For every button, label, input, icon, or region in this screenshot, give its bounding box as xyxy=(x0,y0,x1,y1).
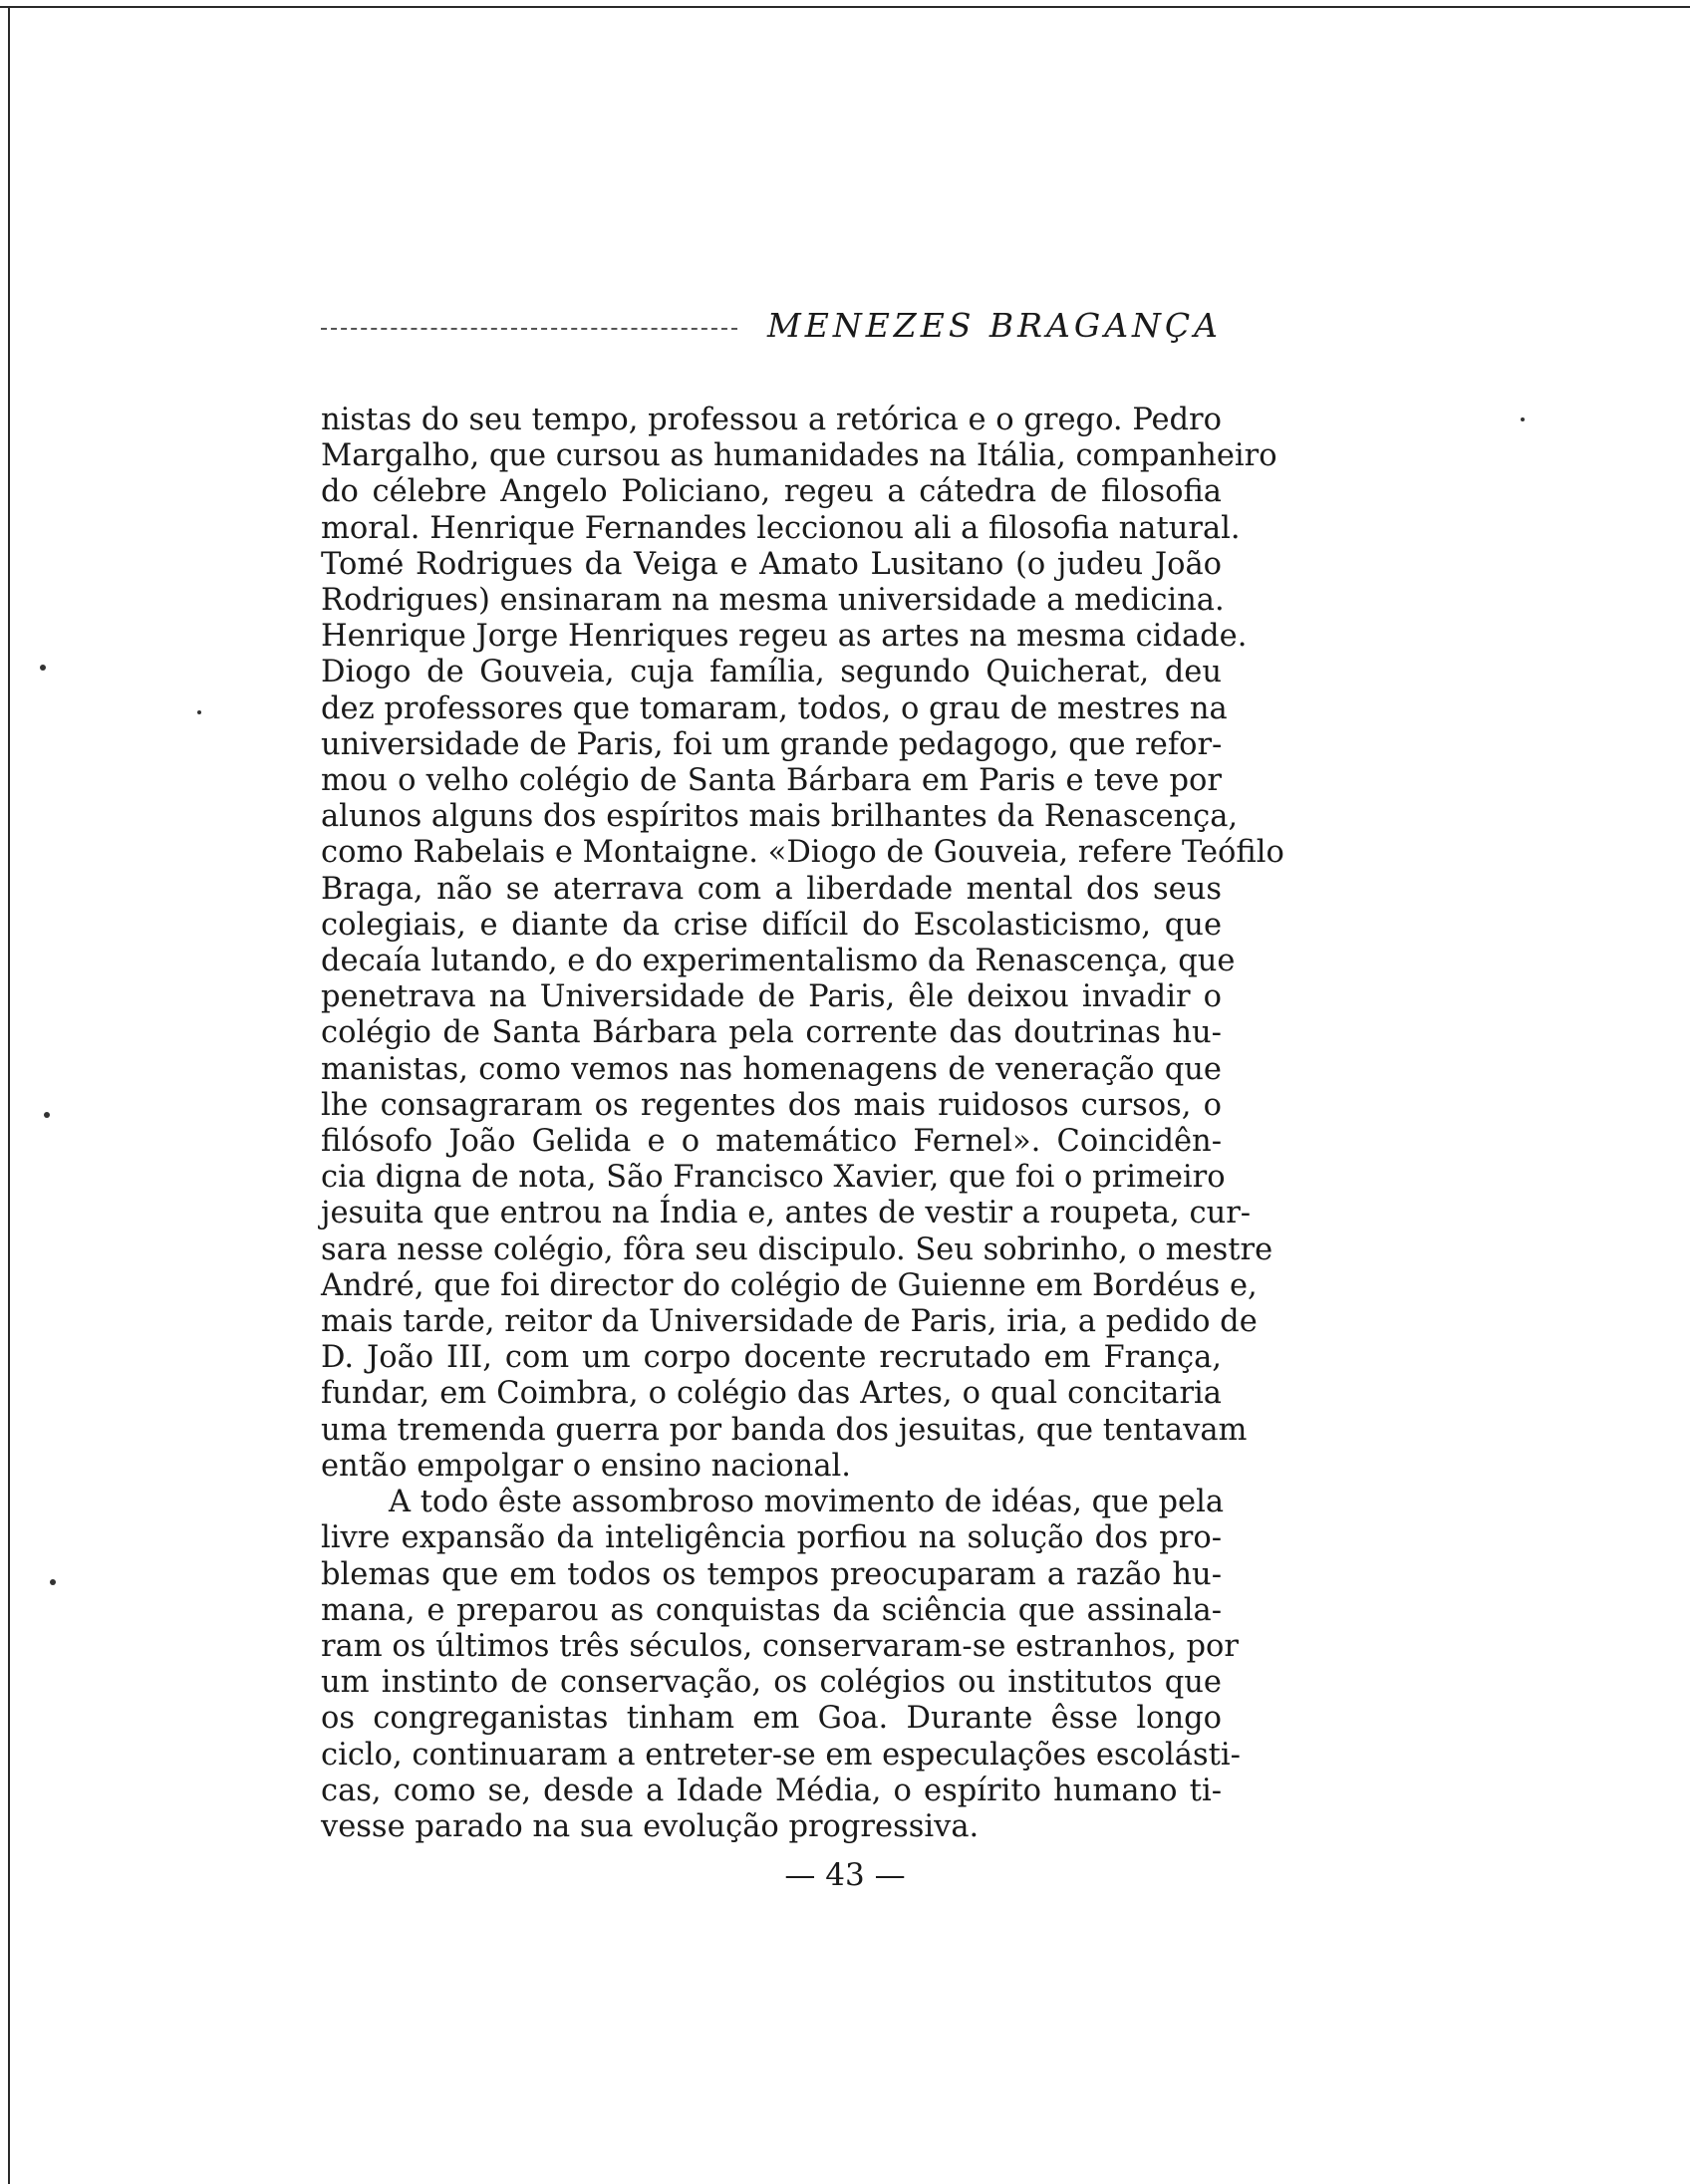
text-line: os congreganistas tinham em Goa. Durante êsse longo xyxy=(321,1701,1222,1737)
text-line: lhe consagraram os regentes dos mais ruidosos cursos, o xyxy=(321,1087,1222,1123)
scan-speck xyxy=(1521,417,1525,421)
text-line: penetrava na Universidade de Paris, êle deixou invadir o xyxy=(321,979,1222,1015)
text-line: Diogo de Gouveia, cuja família, segundo Quicherat, deu xyxy=(321,655,1222,690)
text-line: jesuita que entrou na Índia e, antes de vestir a roupeta, cur- xyxy=(321,1196,1252,1231)
text-line: ciclo, continuaram a entreter-se em especulações escolásti- xyxy=(321,1737,1241,1773)
text-line: cia digna de nota, São Francisco Xavier, que foi o primeiro xyxy=(321,1160,1226,1196)
scan-speck xyxy=(40,665,46,671)
text-line: ram os últimos três séculos, conservaram-se estranhos, por xyxy=(321,1628,1240,1664)
scan-edge-top xyxy=(0,6,1690,8)
paragraph-2 xyxy=(321,1485,1241,1845)
text-line: fundar, em Coimbra, o colégio das Artes, o qual concitaria xyxy=(321,1376,1222,1412)
text-line: Rodrigues) ensinaram na mesma universidade a medicina. xyxy=(321,583,1225,619)
running-head-title: MENEZES BRAGANÇA xyxy=(766,305,1222,345)
text-line: universidade de Paris, foi um grande pedagogo, que refor- xyxy=(321,726,1223,762)
text-line: André, que foi director do colégio de Guienne em Bordéus e, xyxy=(321,1267,1258,1303)
text-line: blemas que em todos os tempos preocuparam a razão hu- xyxy=(321,1556,1222,1592)
running-head-rule xyxy=(321,328,737,330)
scan-speck xyxy=(44,1112,50,1118)
text-line: filósofo João Gelida e o matemático Fernel». Coincidên- xyxy=(321,1124,1222,1160)
text-line: manistas, como vemos nas homenagens de veneração que xyxy=(321,1051,1222,1087)
text-line: colegiais, e diante da crise difícil do Escolasticismo, que xyxy=(321,907,1222,943)
text-line: Braga, não se aterrava com a liberdade mental dos seus xyxy=(321,871,1222,907)
body-text xyxy=(321,403,1284,1845)
text-line: como Rabelais e Montaigne. «Diogo de Gouveia, refere Teófilo xyxy=(321,835,1284,871)
paragraph-1 xyxy=(321,403,1284,1485)
text-line: mais tarde, reitor da Universidade de Paris, iria, a pedido de xyxy=(321,1304,1258,1340)
text-line: Margalho, que cursou as humanidades na Itália, companheiro xyxy=(321,438,1277,474)
running-head xyxy=(321,305,1222,345)
text-line: colégio de Santa Bárbara pela corrente das doutrinas hu- xyxy=(321,1015,1222,1051)
text-line: do célebre Angelo Policiano, regeu a cátedra de filosofia xyxy=(321,474,1222,510)
text-line: livre expansão da inteligência porfiou na solução dos pro- xyxy=(321,1520,1222,1556)
text-line: D. João III, com um corpo docente recrutado em França, xyxy=(321,1340,1222,1376)
text-line: decaía lutando, e do experimentalismo da Renascença, que xyxy=(321,944,1236,979)
text-line: nistas do seu tempo, professou a retórica e o grego. Pedro xyxy=(321,403,1222,437)
scan-speck xyxy=(50,1579,56,1585)
text-line: A todo êste assombroso movimento de idéas, que pela xyxy=(389,1485,1225,1520)
text-line: Henrique Jorge Henriques regeu as artes na mesma cidade. xyxy=(321,619,1248,655)
text-line: moral. Henrique Fernandes leccionou ali a filosofia natural. xyxy=(321,510,1241,546)
page-number: — 43 — xyxy=(784,1857,906,1893)
text-line: uma tremenda guerra por banda dos jesuitas, que tentavam xyxy=(321,1412,1248,1448)
text-line: então empolgar o ensino nacional. xyxy=(321,1448,851,1484)
scan-speck xyxy=(197,710,201,714)
text-line: mana, e preparou as conquistas da sciência que assinala- xyxy=(321,1592,1222,1628)
text-line: Tomé Rodrigues da Veiga e Amato Lusitano (o judeu João xyxy=(321,546,1222,582)
text-line: cas, como se, desde a Idade Média, o espírito humano ti- xyxy=(321,1773,1222,1808)
text-line: vesse parado na sua evolução progressiva. xyxy=(321,1808,980,1844)
text-line: alunos alguns dos espíritos mais brilhantes da Renascença, xyxy=(321,799,1239,835)
text-line: mou o velho colégio de Santa Bárbara em Paris e teve por xyxy=(321,763,1222,799)
text-line: um instinto de conservação, os colégios ou institutos que xyxy=(321,1665,1222,1701)
text-line: dez professores que tomaram, todos, o grau de mestres na xyxy=(321,690,1228,726)
text-line: sara nesse colégio, fôra seu discipulo. Seu sobrinho, o mestre xyxy=(321,1231,1273,1267)
